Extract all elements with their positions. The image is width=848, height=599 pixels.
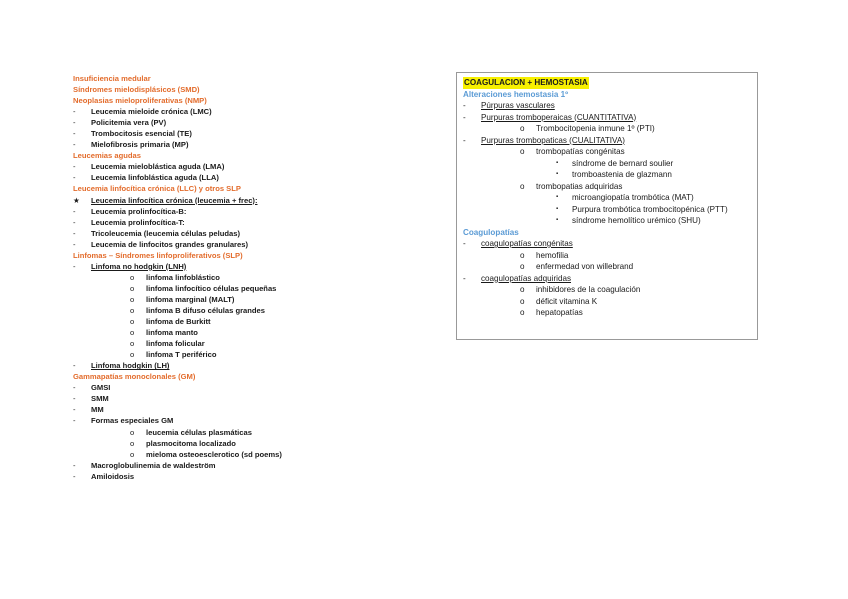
outline-text: SMM (91, 394, 109, 404)
left-outline-line (73, 305, 373, 316)
right-outline-line (463, 273, 753, 285)
bullet-marker: - (463, 273, 466, 283)
left-outline-line (73, 438, 373, 449)
outline-text: Trombocitopenia inmune 1º (PTI) (536, 124, 655, 133)
bullet-marker: - (73, 107, 76, 117)
outline-text: Leucemia linfocítica crónica (LLC) y otros SLP (73, 184, 241, 194)
bullet-marker: o (520, 181, 525, 191)
left-outline-line (73, 217, 373, 228)
bullet-marker: - (463, 112, 466, 122)
bullet-marker: - (73, 361, 76, 371)
left-outline-line (73, 106, 373, 117)
bullet-marker: ▪ (556, 159, 559, 166)
right-outline-line (463, 89, 753, 101)
outline-text: linfoma manto (146, 328, 198, 338)
bullet-marker: - (73, 118, 76, 128)
bullet-marker: - (73, 217, 76, 227)
outline-text: Leucemia linfoblástica aguda (LLA) (91, 173, 219, 183)
right-outline-line (463, 135, 753, 147)
left-outline-line (73, 449, 373, 460)
bullet-marker: o (520, 296, 525, 306)
bullet-marker: - (463, 239, 466, 248)
right-outline-line (463, 307, 753, 319)
left-outline-line (73, 371, 373, 382)
left-outline-line (73, 172, 373, 183)
bullet-marker: o (520, 262, 525, 271)
outline-text: Leucemia de linfocitos grandes granulares) (91, 239, 248, 249)
left-outline-line (73, 316, 373, 327)
outline-text: linfoma de Burkitt (146, 317, 211, 327)
bullet-marker: o (130, 272, 135, 282)
outline-text: Coagulopatías (463, 227, 519, 237)
bullet-marker: - (73, 206, 76, 216)
outline-text: MM (91, 405, 104, 415)
outline-text: plasmocitoma localizado (146, 438, 236, 448)
bullet-marker: o (130, 317, 135, 327)
left-outline-line (73, 393, 373, 404)
left-outline-line (73, 338, 373, 349)
left-outline-line (73, 471, 373, 482)
bullet-marker: - (73, 261, 76, 271)
outline-text: hepatopatías (536, 308, 583, 317)
outline-text: Mielofibrosis primaria (MP) (91, 140, 189, 150)
left-outline-line (73, 294, 373, 305)
right-outline-line (463, 100, 753, 112)
outline-text: tromboastenia de glazmann (572, 170, 672, 179)
bullet-marker: - (463, 135, 466, 145)
left-outline-line (73, 128, 373, 139)
bullet-marker: ▪ (556, 194, 559, 200)
outline-text: Amiloidosis (91, 471, 135, 481)
outline-text: Leucemia mieloide crónica (LMC) (91, 107, 212, 117)
bullet-marker: - (73, 460, 76, 470)
outline-text: Purpuras trombopaticas (CUALITATIVA) (481, 135, 625, 145)
bullet-marker: - (73, 383, 76, 393)
outline-text: Policitemia vera (PV) (91, 118, 167, 128)
left-outline-line (73, 161, 373, 172)
bullet-marker: o (130, 449, 135, 459)
bullet-marker: - (463, 101, 466, 110)
outline-text: linfoma linfocítico células pequeñas (146, 283, 277, 293)
outline-text: síndrome hemolítico urémico (SHU) (572, 216, 701, 225)
bullet-marker: o (130, 427, 135, 437)
bullet-marker: o (130, 305, 135, 315)
outline-text: Trombocitosis esencial (TE) (91, 129, 192, 139)
left-outline-line (73, 150, 373, 161)
left-outline-line (73, 327, 373, 338)
outline-text: Formas especiales GM (91, 416, 174, 426)
bullet-marker: ▪ (556, 217, 559, 223)
right-outline-line (463, 181, 753, 193)
outline-text: déficit vitamina K (536, 296, 598, 306)
left-outline-line (73, 283, 373, 294)
left-outline-line (73, 183, 373, 194)
outline-text: inhibidores de la coagulación (536, 285, 641, 294)
left-outline-line (73, 195, 373, 206)
right-outline-line (463, 296, 753, 308)
bullet-marker: o (520, 250, 525, 260)
outline-text: Púrpuras vasculares (481, 101, 555, 110)
right-outline-line (463, 204, 753, 216)
outline-text: coagulopatías adquiridas (481, 273, 571, 283)
left-outline-line (73, 404, 373, 415)
left-outline-line (73, 206, 373, 217)
bullet-marker: o (520, 285, 525, 294)
outline-text: Tricoleucemia (leucemia células peludas) (91, 228, 240, 238)
left-outline-line (73, 427, 373, 438)
right-outline-line (463, 77, 753, 89)
outline-text: coagulopatías congénitas (481, 239, 573, 248)
outline-text: Leucemias agudas (73, 151, 141, 161)
outline-text: linfoma linfoblástico (146, 272, 220, 282)
right-outline-line (463, 227, 753, 239)
bullet-marker: o (130, 294, 135, 304)
outline-text: Purpura trombótica trombocitopénica (PTT) (572, 204, 728, 214)
outline-text: GMSI (91, 383, 111, 393)
bullet-marker: ★ (73, 195, 80, 205)
left-outline-line (73, 73, 373, 84)
bullet-marker: ▪ (556, 171, 559, 177)
outline-text: COAGULACION + HEMOSTASIA (464, 78, 588, 87)
bullet-marker: o (520, 147, 525, 156)
right-outline-line (463, 192, 753, 204)
outline-text: mieloma osteoesclerotico (sd poems) (146, 449, 282, 459)
outline-text: Insuficiencia medular (73, 74, 151, 83)
outline-text: Linfoma hodgkin (LH) (91, 361, 170, 371)
bullet-marker: - (73, 405, 76, 415)
outline-text: linfoma marginal (MALT) (146, 294, 235, 304)
outline-text: Linfoma no hodgkin (LNH) (91, 261, 187, 271)
left-outline-line (73, 460, 373, 471)
outline-text: Leucemia mieloblástica aguda (LMA) (91, 162, 225, 172)
left-outline-line (73, 250, 373, 261)
right-outline-line (463, 169, 753, 181)
outline-text: Macroglobulinemia de waldeström (91, 460, 216, 470)
left-outline-line (73, 139, 373, 150)
outline-text: microangiopatía trombótica (MAT) (572, 193, 694, 202)
bullet-marker: o (130, 339, 135, 349)
right-outline-line (463, 112, 753, 124)
right-outline-line (463, 250, 753, 262)
bullet-marker: o (520, 308, 525, 317)
left-outline-line (73, 239, 373, 250)
outline-text: Leucemia prolinfocítica-B: (91, 206, 187, 216)
outline-text: Gammapatías monoclonales (GM) (73, 372, 196, 382)
outline-text: trombopatías congénitas (536, 147, 625, 156)
right-outline (463, 77, 753, 319)
right-outline-line (463, 215, 753, 227)
bullet-marker: ▪ (556, 205, 559, 212)
left-outline-line (73, 272, 373, 283)
bullet-marker: - (73, 394, 76, 404)
outline-text: enfermedad von willebrand (536, 262, 634, 271)
outline-text: leucemia células plasmáticas (146, 427, 252, 437)
bullet-marker: - (73, 416, 76, 426)
bullet-marker: - (73, 162, 76, 172)
left-outline-line (73, 84, 373, 95)
bullet-marker: - (73, 129, 76, 139)
bullet-marker: - (73, 228, 76, 238)
bullet-marker: - (73, 140, 76, 150)
outline-text: Neoplasias mieloproliferativas (NMP) (73, 96, 207, 106)
right-outline-line (463, 261, 753, 273)
outline-text: linfoma B difuso células grandes (146, 305, 265, 315)
right-outline-line (463, 146, 753, 158)
left-outline-line (73, 228, 373, 239)
left-outline-line (73, 261, 373, 272)
bullet-marker: o (130, 328, 135, 338)
left-outline-line (73, 117, 373, 128)
outline-text: Leucemia prolinfocítica-T: (91, 217, 185, 227)
left-outline-line (73, 415, 373, 426)
right-outline-line (463, 123, 753, 135)
right-outline-line (463, 284, 753, 296)
outline-text: Alteraciones hemostasia 1º (463, 89, 569, 99)
bullet-marker: - (73, 239, 76, 249)
outline-text: hemofilia (536, 250, 569, 260)
right-outline-line (463, 238, 753, 250)
outline-text: linfoma T periférico (146, 350, 217, 360)
bullet-marker: o (130, 283, 135, 293)
left-outline-line (73, 360, 373, 371)
outline-text: Síndromes mielodisplásicos (SMD) (73, 85, 200, 95)
bullet-marker: - (73, 471, 76, 481)
outline-text: Purpuras tromboperaicas (CUANTITATIVA) (481, 112, 637, 122)
left-outline (73, 73, 373, 482)
outline-text: Linfomas – Síndromes linfoproliferativos (SLP) (73, 250, 243, 260)
bullet-marker: o (520, 124, 525, 133)
outline-text: linfoma folicular (146, 339, 205, 349)
bullet-marker: o (130, 438, 135, 448)
outline-text: síndrome de bernard soulier (572, 158, 674, 168)
left-outline-line (73, 95, 373, 106)
right-outline-line (463, 158, 753, 170)
left-outline-line (73, 349, 373, 360)
bullet-marker: o (130, 350, 135, 360)
outline-text: trombopatias adquiridas (536, 181, 623, 191)
bullet-marker: - (73, 173, 76, 183)
left-outline-line (73, 382, 373, 393)
outline-text: Leucemia linfocítica crónica (leucemia + frec): (91, 195, 258, 205)
